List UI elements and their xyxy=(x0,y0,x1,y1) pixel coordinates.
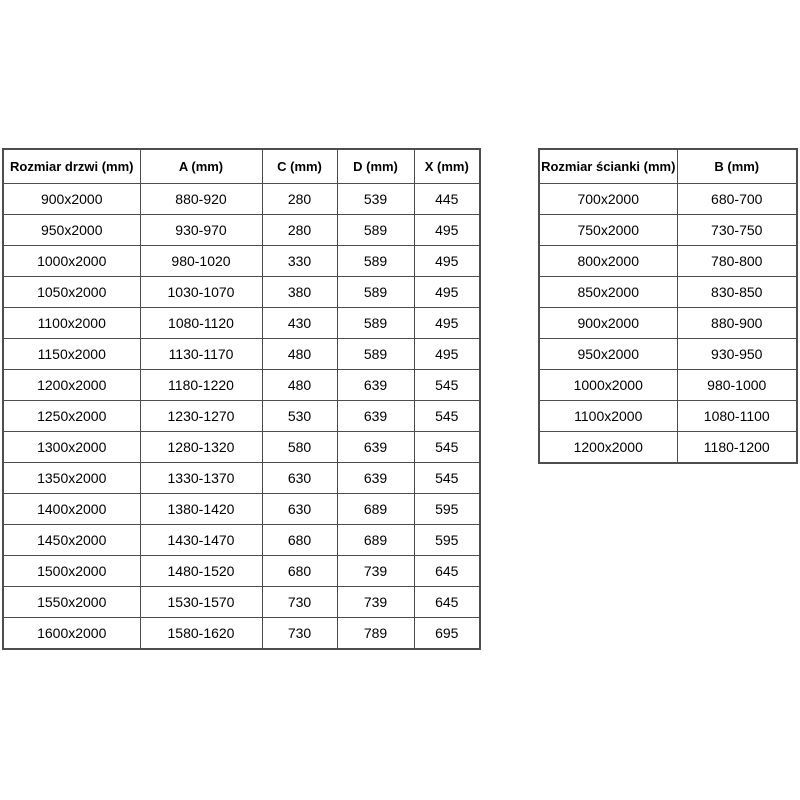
table-cell: 595 xyxy=(414,494,480,525)
table-cell: 900x2000 xyxy=(3,184,140,215)
table-cell: 730 xyxy=(262,618,337,650)
table-row xyxy=(3,308,480,339)
table-row xyxy=(3,277,480,308)
table-cell: 1180-1200 xyxy=(677,432,797,464)
table-row xyxy=(3,618,480,650)
table-cell: 1030-1070 xyxy=(140,277,262,308)
table-row xyxy=(539,246,797,277)
table-row xyxy=(539,308,797,339)
table-cell: 280 xyxy=(262,184,337,215)
table-cell: 1430-1470 xyxy=(140,525,262,556)
table-cell: 480 xyxy=(262,339,337,370)
table-row xyxy=(539,215,797,246)
table-cell: 1200x2000 xyxy=(539,432,677,464)
table-cell: 1150x2000 xyxy=(3,339,140,370)
table-cell: 680-700 xyxy=(677,184,797,215)
table-cell: 495 xyxy=(414,308,480,339)
table-row xyxy=(539,339,797,370)
table-cell: 850x2000 xyxy=(539,277,677,308)
table-cell: 495 xyxy=(414,339,480,370)
table-row xyxy=(539,184,797,215)
table-cell: 545 xyxy=(414,401,480,432)
table-cell: 880-900 xyxy=(677,308,797,339)
column-header: D (mm) xyxy=(337,149,414,184)
table-cell: 930-950 xyxy=(677,339,797,370)
table-cell: 730-750 xyxy=(677,215,797,246)
table-cell: 545 xyxy=(414,370,480,401)
table-cell: 800x2000 xyxy=(539,246,677,277)
table-cell: 980-1000 xyxy=(677,370,797,401)
table-row xyxy=(539,370,797,401)
table-row xyxy=(3,432,480,463)
table-cell: 880-920 xyxy=(140,184,262,215)
table-cell: 445 xyxy=(414,184,480,215)
table-cell: 1000x2000 xyxy=(539,370,677,401)
column-header: X (mm) xyxy=(414,149,480,184)
table-cell: 330 xyxy=(262,246,337,277)
table-cell: 545 xyxy=(414,463,480,494)
table-cell: 495 xyxy=(414,246,480,277)
table-cell: 595 xyxy=(414,525,480,556)
table-row xyxy=(3,246,480,277)
table-cell: 280 xyxy=(262,215,337,246)
table-cell: 589 xyxy=(337,215,414,246)
table-cell: 950x2000 xyxy=(3,215,140,246)
table-cell: 580 xyxy=(262,432,337,463)
table-row xyxy=(539,432,797,464)
table-header-row xyxy=(539,149,797,184)
wall-sizes-table xyxy=(538,148,798,464)
table-cell: 1480-1520 xyxy=(140,556,262,587)
table-row xyxy=(3,339,480,370)
table-cell: 950x2000 xyxy=(539,339,677,370)
table-row xyxy=(539,401,797,432)
table-cell: 1080-1100 xyxy=(677,401,797,432)
table-cell: 1400x2000 xyxy=(3,494,140,525)
table-row xyxy=(3,525,480,556)
table-cell: 1250x2000 xyxy=(3,401,140,432)
table-cell: 1550x2000 xyxy=(3,587,140,618)
table-cell: 1450x2000 xyxy=(3,525,140,556)
table-cell: 750x2000 xyxy=(539,215,677,246)
door-table-body xyxy=(3,184,480,650)
table-cell: 1200x2000 xyxy=(3,370,140,401)
table-cell: 630 xyxy=(262,494,337,525)
table-cell: 589 xyxy=(337,277,414,308)
table-cell: 1050x2000 xyxy=(3,277,140,308)
table-cell: 700x2000 xyxy=(539,184,677,215)
table-row xyxy=(3,184,480,215)
table-cell: 480 xyxy=(262,370,337,401)
table-cell: 639 xyxy=(337,463,414,494)
table-cell: 689 xyxy=(337,525,414,556)
table-cell: 1000x2000 xyxy=(3,246,140,277)
table-cell: 589 xyxy=(337,339,414,370)
table-cell: 689 xyxy=(337,494,414,525)
table-cell: 739 xyxy=(337,587,414,618)
column-header: A (mm) xyxy=(140,149,262,184)
table-cell: 930-970 xyxy=(140,215,262,246)
table-cell: 645 xyxy=(414,556,480,587)
table-cell: 1130-1170 xyxy=(140,339,262,370)
table-cell: 1530-1570 xyxy=(140,587,262,618)
column-header: Rozmiar drzwi (mm) xyxy=(3,149,140,184)
table-row xyxy=(539,277,797,308)
table-row xyxy=(3,587,480,618)
table-cell: 680 xyxy=(262,525,337,556)
column-header: B (mm) xyxy=(677,149,797,184)
table-cell: 680 xyxy=(262,556,337,587)
table-cell: 539 xyxy=(337,184,414,215)
table-cell: 789 xyxy=(337,618,414,650)
table-cell: 630 xyxy=(262,463,337,494)
column-header: C (mm) xyxy=(262,149,337,184)
table-cell: 545 xyxy=(414,432,480,463)
table-cell: 639 xyxy=(337,432,414,463)
table-cell: 1180-1220 xyxy=(140,370,262,401)
table-cell: 1280-1320 xyxy=(140,432,262,463)
table-row xyxy=(3,401,480,432)
column-header: Rozmiar ścianki (mm) xyxy=(539,149,677,184)
table-cell: 589 xyxy=(337,308,414,339)
table-cell: 900x2000 xyxy=(539,308,677,339)
table-row xyxy=(3,370,480,401)
table-cell: 589 xyxy=(337,246,414,277)
table-cell: 380 xyxy=(262,277,337,308)
table-row xyxy=(3,215,480,246)
table-cell: 780-800 xyxy=(677,246,797,277)
table-row xyxy=(3,556,480,587)
door-sizes-table xyxy=(2,148,481,650)
table-cell: 1080-1120 xyxy=(140,308,262,339)
table-cell: 739 xyxy=(337,556,414,587)
table-cell: 530 xyxy=(262,401,337,432)
table-cell: 1350x2000 xyxy=(3,463,140,494)
table-cell: 980-1020 xyxy=(140,246,262,277)
wall-table-body xyxy=(539,184,797,464)
table-cell: 1330-1370 xyxy=(140,463,262,494)
table-cell: 639 xyxy=(337,401,414,432)
table-cell: 1100x2000 xyxy=(3,308,140,339)
table-cell: 695 xyxy=(414,618,480,650)
table-row xyxy=(3,463,480,494)
table-cell: 1100x2000 xyxy=(539,401,677,432)
table-cell: 1380-1420 xyxy=(140,494,262,525)
table-cell: 645 xyxy=(414,587,480,618)
table-cell: 830-850 xyxy=(677,277,797,308)
table-row xyxy=(3,494,480,525)
table-cell: 430 xyxy=(262,308,337,339)
table-cell: 1600x2000 xyxy=(3,618,140,650)
table-cell: 1580-1620 xyxy=(140,618,262,650)
table-cell: 1300x2000 xyxy=(3,432,140,463)
table-cell: 730 xyxy=(262,587,337,618)
table-cell: 1500x2000 xyxy=(3,556,140,587)
table-cell: 1230-1270 xyxy=(140,401,262,432)
table-cell: 495 xyxy=(414,277,480,308)
table-cell: 639 xyxy=(337,370,414,401)
table-header-row xyxy=(3,149,480,184)
table-cell: 495 xyxy=(414,215,480,246)
